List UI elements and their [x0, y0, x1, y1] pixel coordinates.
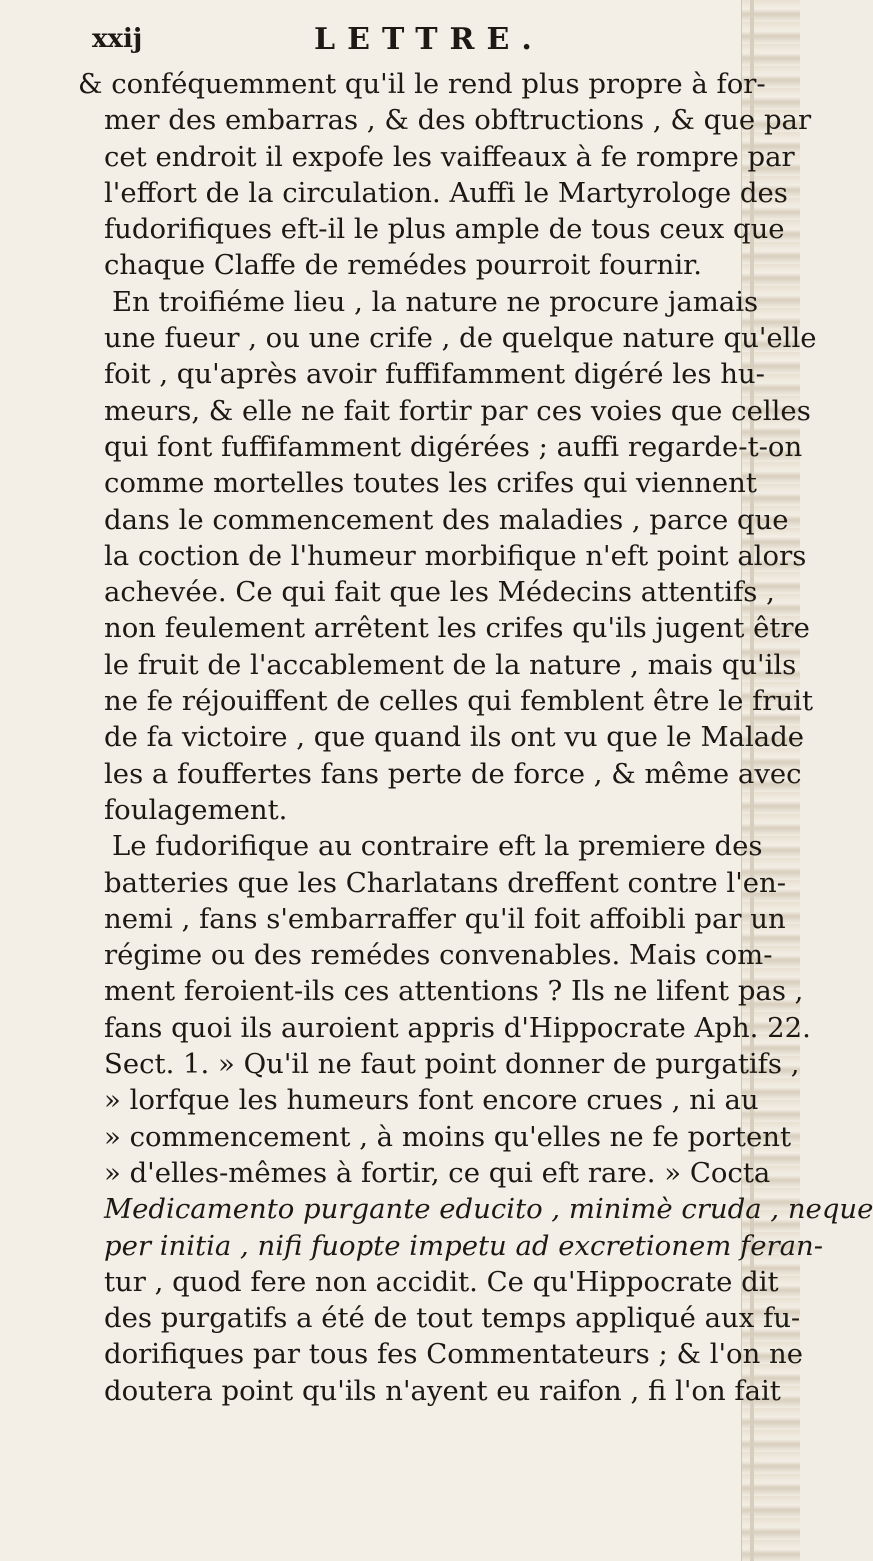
text-line: Le fudorifique au contraire eft la premiere des: [112, 830, 763, 863]
text-line: dans le commencement des maladies , parce que: [104, 503, 789, 536]
text-line: fudorifiques eft-il le plus ample de tous ceux que: [104, 213, 785, 246]
text-line: batteries que les Charlatans dreffent contre l'en-: [104, 866, 787, 899]
text-line: foulagement.: [104, 793, 288, 826]
text-line: régime ou des remédes convenables. Mais com-: [104, 939, 773, 972]
text-line: » commencement , à moins qu'elles ne fe portent: [104, 1120, 791, 1153]
text-line: les a fouffertes fans perte de force , & même avec: [104, 757, 802, 790]
text-line: achevée. Ce qui fait que les Médecins attentifs ,: [104, 576, 775, 609]
text-line: ment feroient-ils ces attentions ? Ils ne lifent pas ,: [104, 975, 804, 1008]
page-header: [92, 20, 692, 66]
text-line: comme mortelles toutes les crifes qui viennent: [104, 467, 757, 500]
text-line: dorifiques par tous fes Commentateurs ; & l'on ne: [104, 1338, 804, 1371]
text-line: chaque Claffe de remédes pourroit fournir.: [104, 249, 703, 282]
text-line: ne fe réjouiffent de celles qui femblent être le fruit: [104, 685, 813, 718]
text-line: foit , qu'après avoir fuffifamment digéré les hu-: [104, 358, 765, 391]
text-line: doutera point qu'ils n'ayent eu raifon , fi l'on fait: [104, 1374, 781, 1407]
text-line: tur , quod fere non accidit. Ce qu'Hippocrate dit: [104, 1265, 779, 1298]
text-line: la coction de l'humeur morbifique n'eft point alors: [104, 539, 807, 572]
text-line: » lorfque les humeurs font encore crues , ni au: [104, 1084, 759, 1117]
text-line: & conféquemment qu'il le rend plus propre à for-: [78, 68, 766, 100]
text-line: En troifiéme lieu , la nature ne procure jamais: [112, 285, 759, 318]
body-text: [78, 66, 873, 1409]
text-line: meurs, & elle ne fait fortir par ces voies que celles: [104, 394, 811, 427]
text-line: qui font fuffifamment digérées ; auffi regarde-t-on: [104, 430, 803, 463]
text-line: cet endroit il expofe les vaiffeaux à fe rompre par: [104, 140, 795, 173]
text-line: fans quoi ils auroient appris d'Hippocrate Aph. 22.: [104, 1011, 811, 1044]
text-line: » d'elles-mêmes à fortir, ce qui eft rare. » Cocta: [104, 1156, 771, 1189]
page-number: xxij: [92, 24, 143, 54]
text-line: mer des embarras , & des obftructions , & que par: [104, 104, 812, 137]
latin-quote-line: Medicamento purgante educito , minimè cruda , neque: [104, 1193, 873, 1226]
running-title: LETTRE.: [314, 22, 544, 57]
text-line: une fueur , ou une crife , de quelque nature qu'elle: [104, 322, 817, 355]
text-line: des purgatifs a été de tout temps appliqué aux fu-: [104, 1302, 801, 1335]
text-line: Sect. 1. » Qu'il ne faut point donner de purgatifs ,: [104, 1048, 800, 1081]
text-line: de fa victoire , que quand ils ont vu que le Malade: [104, 721, 805, 754]
text-line: l'effort de la circulation. Auffi le Martyrologe des: [104, 176, 788, 209]
text-line: non feulement arrêtent les crifes qu'ils jugent être: [104, 612, 810, 645]
text-line: le fruit de l'accablement de la nature , mais qu'ils: [104, 648, 797, 681]
latin-quote-line: per initia , nifi fuopte impetu ad excretionem feran-: [104, 1229, 824, 1262]
text-line: nemi , fans s'embarraffer qu'il foit affoibli par un: [104, 902, 786, 935]
